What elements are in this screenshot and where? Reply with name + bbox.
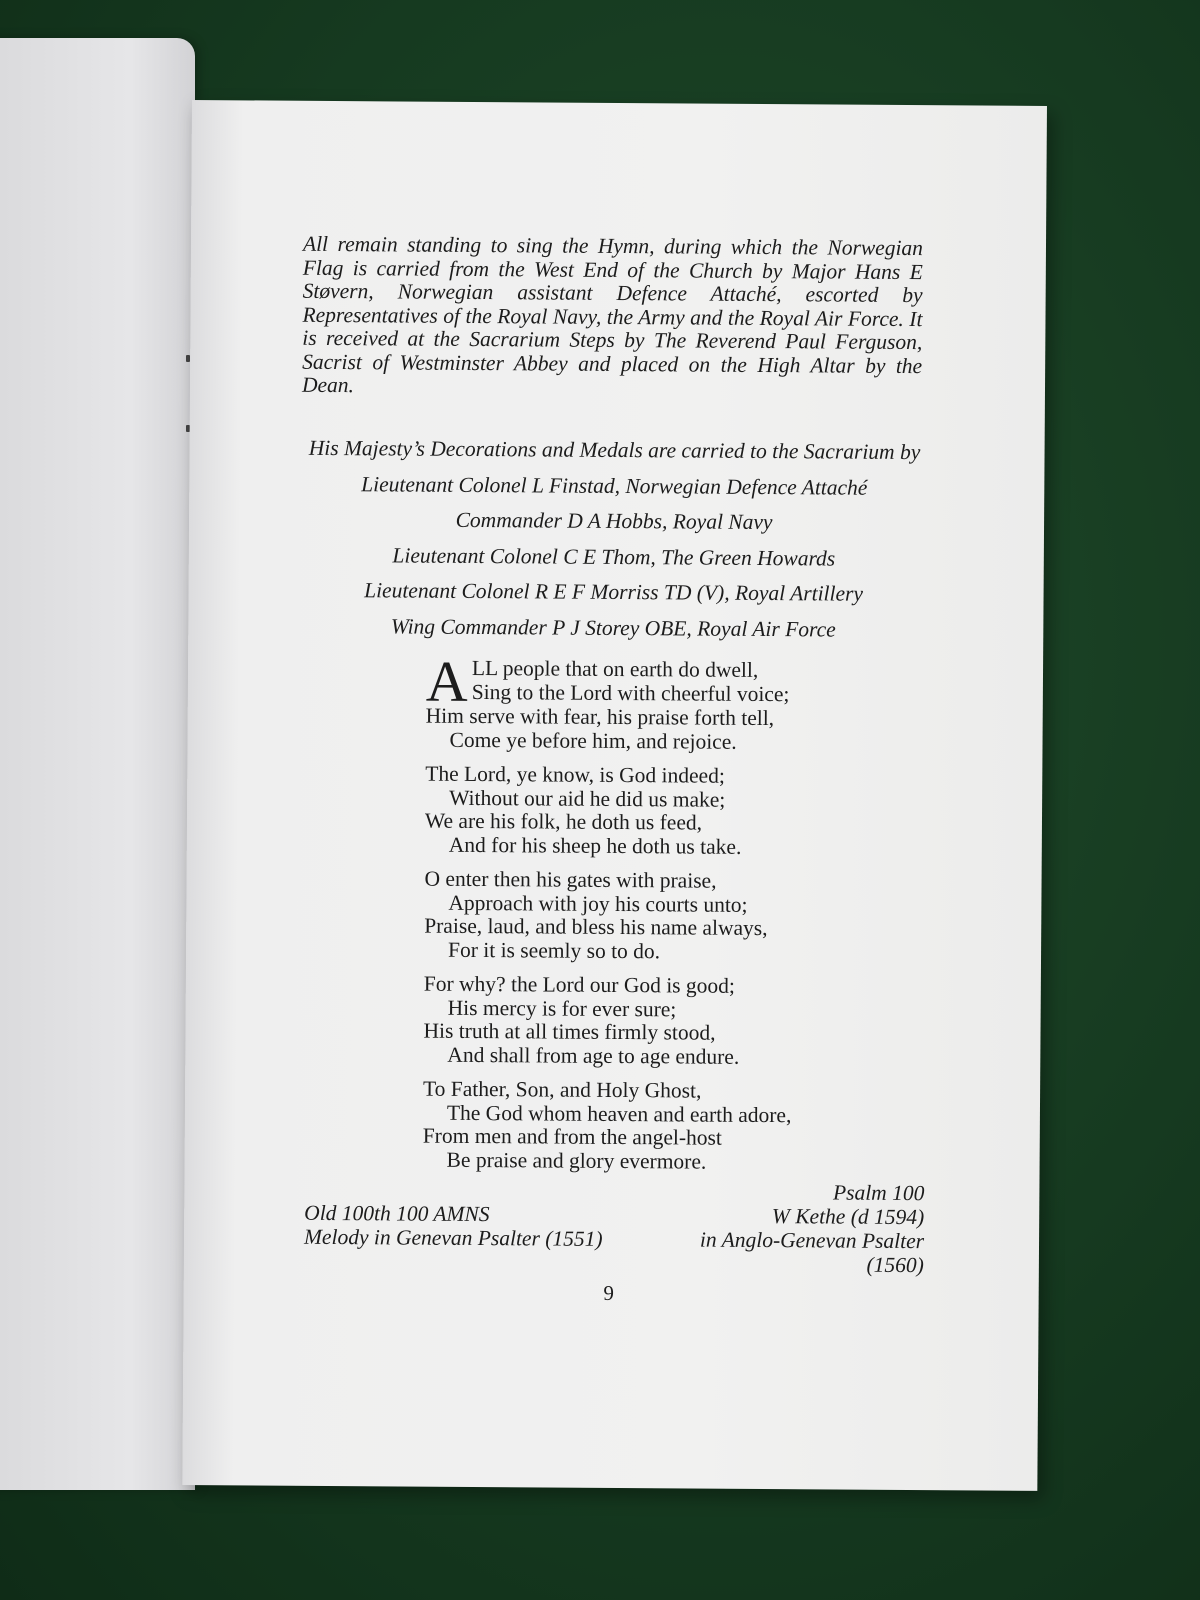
hymn-line: Him serve with fear, his praise forth tell, xyxy=(425,703,775,731)
page-number: 9 xyxy=(603,1280,615,1305)
hymn-line: For why? the Lord our God is good; xyxy=(423,971,736,998)
hymn-line: Approach with joy his courts unto; xyxy=(448,890,748,917)
hymn-line: The Lord, ye know, is God indeed; xyxy=(425,761,725,788)
hymn-line: Praise, laud, and bless his name always, xyxy=(424,913,768,941)
tune-credit xyxy=(304,1201,664,1252)
psalm-reference: Psalm 100 xyxy=(832,1180,925,1206)
hymn-line: And for his sheep he doth us take. xyxy=(448,832,742,859)
text-credit xyxy=(664,1179,925,1277)
hymn-line: O enter then his gates with praise, xyxy=(424,866,717,893)
hymn-line: The God whom heaven and earth adore, xyxy=(446,1100,792,1127)
author-source: in Anglo-Genevan Psalter xyxy=(699,1227,925,1254)
hymn-line: Come ye before him, and rejoice. xyxy=(449,727,737,754)
bearer-line: Commander D A Hobbs, Royal Navy xyxy=(455,507,773,535)
bearer-line: Lieutenant Colonel C E Thom, The Green Howards xyxy=(392,542,836,571)
hymn-line: Sing to the Lord with cheerful voice; xyxy=(471,679,790,706)
hymn-line: From men and from the angel-host xyxy=(422,1123,723,1150)
booklet-page xyxy=(182,100,1047,1491)
author-credit: W Kethe (d 1594) xyxy=(771,1204,925,1230)
left-page xyxy=(0,38,195,1490)
hymn-line: LL people that on earth do dwell, xyxy=(471,655,759,682)
hymn-line: And shall from age to age endure. xyxy=(447,1042,740,1069)
hymn-line: His mercy is for ever sure; xyxy=(447,995,677,1021)
author-year: (1560) xyxy=(866,1252,924,1278)
hymn-line: His truth at all times firmly stood, xyxy=(423,1018,716,1045)
bearer-line: Lieutenant Colonel R E F Morriss TD (V), Royal Artillery xyxy=(364,578,864,606)
hymn-line: Without our aid he did us make; xyxy=(449,785,726,812)
hymn-stanza xyxy=(423,973,924,1070)
hymn-line: We are his folk, he doth us feed, xyxy=(424,808,703,835)
hymn-line: To Father, Son, and Holy Ghost, xyxy=(423,1076,702,1103)
hymn-stanza xyxy=(425,648,926,755)
bearer-line: Lieutenant Colonel L Finstad, Norwegian Defence Attaché xyxy=(361,471,868,500)
decorations-section xyxy=(228,430,999,648)
hymn-text xyxy=(422,648,926,1186)
decorations-heading: His Majesty’s Decorations and Medals are carried to the Sacrarium by xyxy=(308,435,921,465)
hymn-stanza xyxy=(423,1078,924,1175)
hymn-stanza xyxy=(425,763,926,860)
hymn-line: For it is seemly so to do. xyxy=(447,937,661,963)
tune-source: Melody in Genevan Psalter (1551) xyxy=(303,1224,603,1251)
drop-cap: A xyxy=(425,648,469,714)
rubric-paragraph: All remain standing to sing the Hymn, during which the Norwegian Flag is carried from the West End of the Church by Major Hans E Støvern, Norwegian assistant Defence Attaché, escorted by Representatives of the Royal Navy, the Army and the Royal Air Force. It is received at the Sacrarium Steps by The Reverend Paul Ferguson, Sacrist of Westminster Abbey and placed on the High Altar by the Dean. xyxy=(301,231,924,398)
tune-name: Old 100th 100 AMNS xyxy=(304,1200,490,1227)
bearer-line: Wing Commander P J Storey OBE, Royal Air Force xyxy=(390,613,836,642)
hymn-line: Be praise and glory evermore. xyxy=(446,1147,707,1174)
hymn-stanza xyxy=(424,868,925,965)
